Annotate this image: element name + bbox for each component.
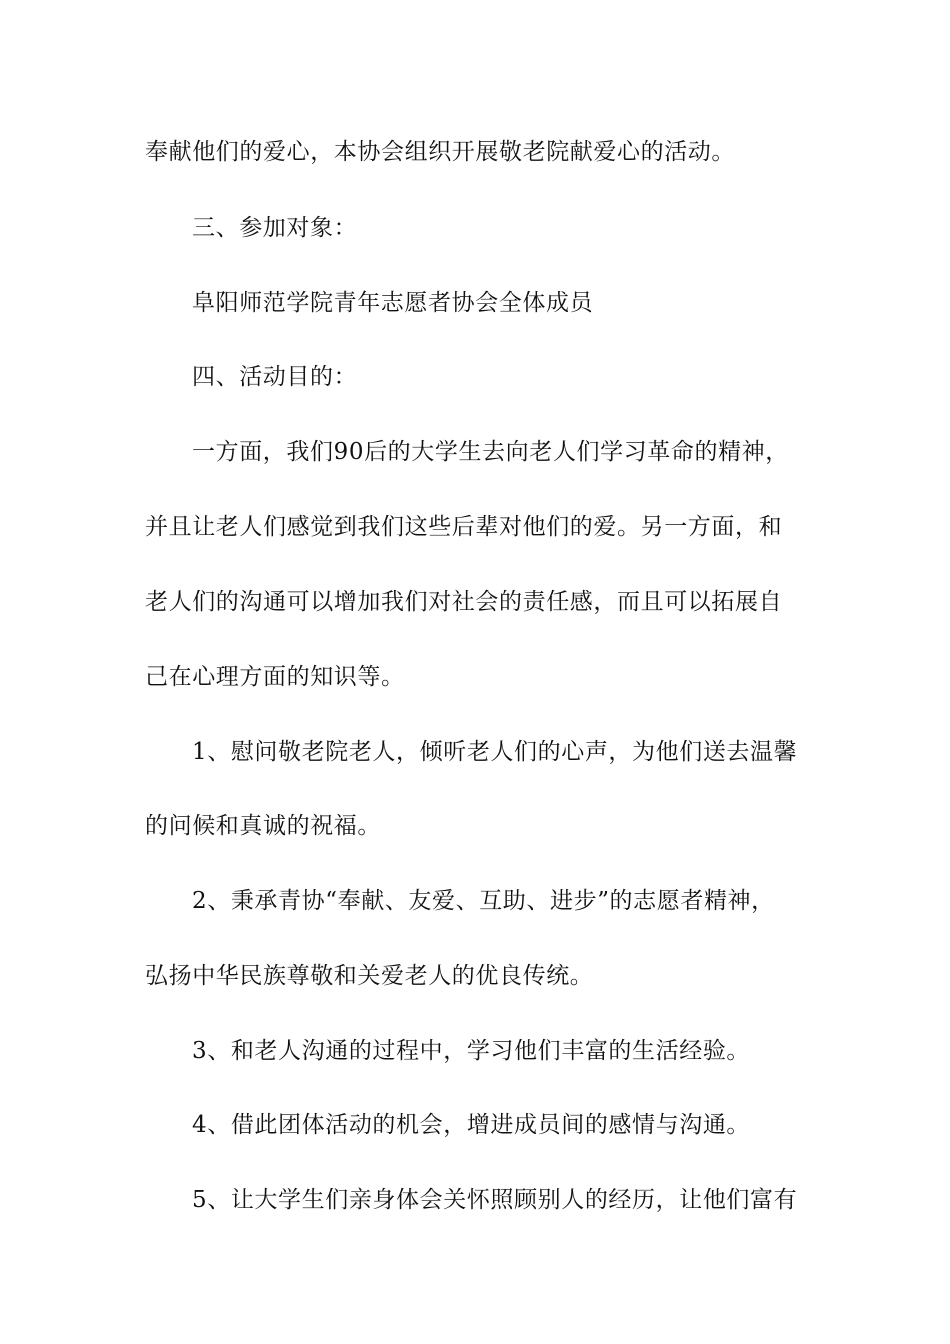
body-text-line: 己在心理方面的知识等。 bbox=[145, 664, 405, 690]
body-text-line: 弘扬中华民族尊敬和关爱老人的优良传统。 bbox=[145, 963, 594, 989]
list-item-2: 2、秉承青协“奉献、友爱、互助、进步”的志愿者精神， bbox=[192, 888, 775, 914]
list-item-5: 5、让大学生们亲身体会关怀照顾别人的经历，让他们富有 bbox=[192, 1187, 798, 1213]
list-item-3: 3、和老人沟通的过程中，学习他们丰富的生活经验。 bbox=[192, 1038, 751, 1064]
body-text-line: 一方面，我们90后的大学生去向老人们学习革命的精神， bbox=[192, 439, 789, 465]
list-item-1: 1、慰问敬老院老人，倾听老人们的心声，为他们送去温馨 bbox=[192, 739, 798, 765]
section-heading-purpose: 四、活动目的： bbox=[192, 364, 358, 390]
body-text-line: 的问候和真诚的祝福。 bbox=[145, 813, 381, 839]
body-text-line: 阜阳师范学院青年志愿者协会全体成员 bbox=[192, 290, 594, 316]
body-text-line: 老人们的沟通可以增加我们对社会的责任感，而且可以拓展自 bbox=[145, 589, 783, 615]
list-item-4: 4、借此团体活动的机会，增进成员间的感情与沟通。 bbox=[192, 1112, 751, 1138]
section-heading-participants: 三、参加对象： bbox=[192, 215, 358, 241]
body-text-line: 并且让老人们感觉到我们这些后辈对他们的爱。另一方面，和 bbox=[145, 514, 783, 540]
body-text-line: 奉献他们的爱心，本协会组织开展敬老院献爱心的活动。 bbox=[145, 139, 735, 165]
